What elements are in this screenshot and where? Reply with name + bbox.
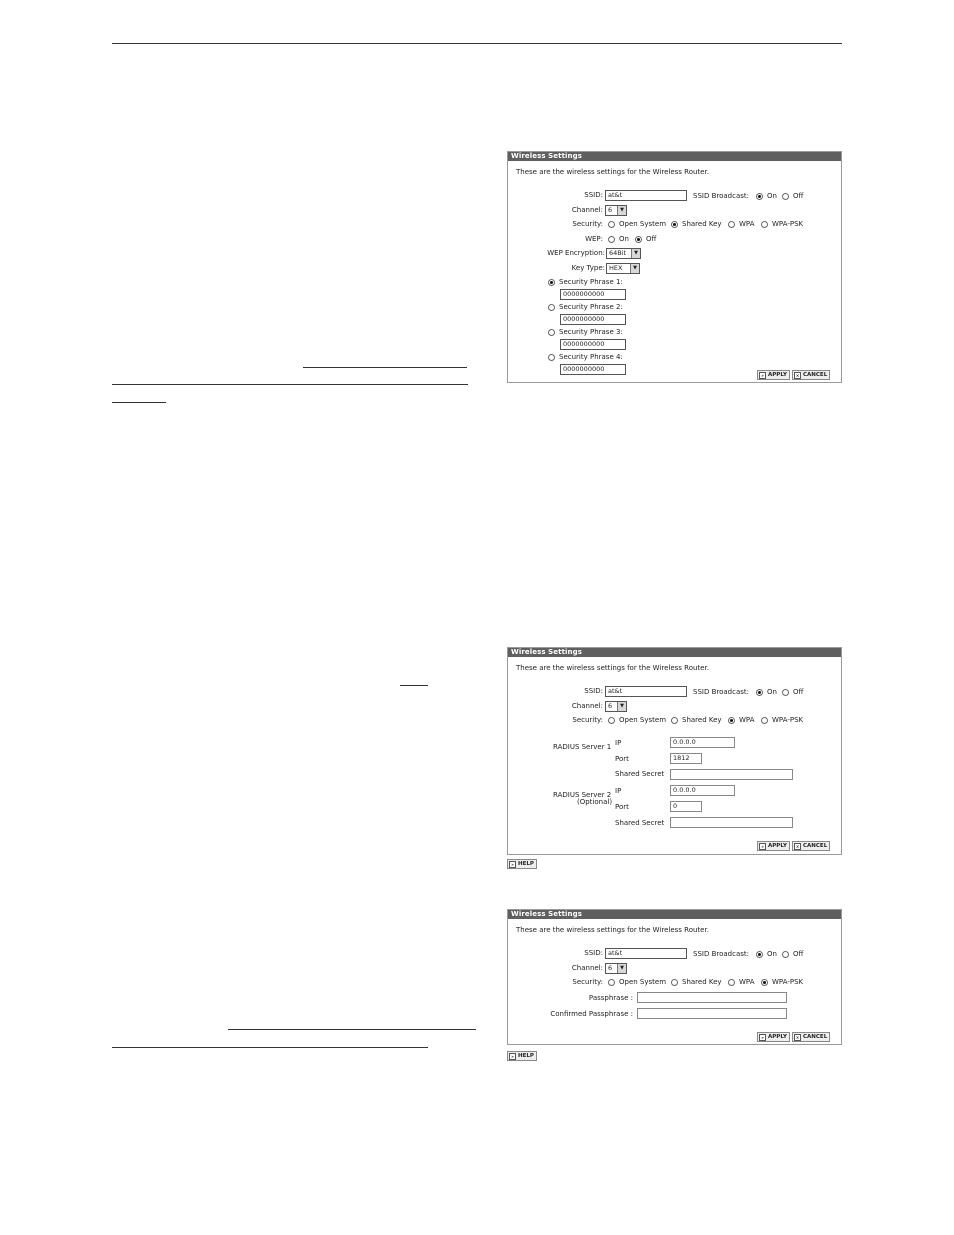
help-button[interactable] bbox=[507, 1051, 537, 1061]
radius-server-2-optional: (Optional) bbox=[577, 798, 613, 806]
security-phrase-3-radio[interactable] bbox=[548, 329, 555, 336]
security-wpapsk-label: WPA-PSK bbox=[772, 978, 804, 986]
security-open-radio[interactable] bbox=[608, 221, 615, 228]
security-phrase-1-radio[interactable] bbox=[548, 279, 555, 286]
wireless-settings-panel-wep bbox=[507, 151, 842, 383]
radius-2-port-label: Port bbox=[615, 803, 629, 811]
broadcast-off-radio[interactable] bbox=[782, 951, 789, 958]
ssid-label: SSID: bbox=[584, 687, 603, 695]
broadcast-off-label: Off bbox=[793, 950, 804, 958]
security-label: Security: bbox=[572, 978, 603, 986]
cancel-button-label: CANCEL bbox=[803, 843, 828, 849]
passphrase-label: Passphrase : bbox=[588, 994, 633, 1002]
radius-2-ip-label: IP bbox=[615, 787, 622, 795]
apply-button[interactable] bbox=[757, 370, 790, 380]
wep-label: WEP: bbox=[585, 235, 603, 243]
security-shared-radio[interactable] bbox=[671, 979, 678, 986]
wep-off-label: Off bbox=[646, 235, 657, 243]
security-wpa-label: WPA bbox=[739, 220, 755, 228]
channel-label: Channel: bbox=[571, 964, 603, 972]
security-phrase-3-label: Security Phrase 3: bbox=[559, 328, 623, 336]
security-shared-label: Shared Key bbox=[682, 220, 722, 228]
security-shared-label: Shared Key bbox=[682, 978, 722, 986]
confirmed-passphrase-input[interactable] bbox=[637, 1008, 787, 1019]
panel-intro: These are the wireless settings for the Wireless Router. bbox=[516, 168, 709, 176]
cancel-button[interactable] bbox=[792, 841, 830, 851]
panel-title: Wireless Settings bbox=[508, 648, 841, 657]
security-wpa-radio[interactable] bbox=[728, 979, 735, 986]
key-type-label: Key Type: bbox=[571, 264, 605, 272]
passphrase-input[interactable] bbox=[637, 992, 787, 1003]
ssid-broadcast-label: SSID Broadcast: bbox=[693, 950, 749, 958]
security-wpa-label: WPA bbox=[739, 716, 755, 724]
radius-1-secret-input[interactable] bbox=[670, 769, 793, 780]
security-wpa-radio[interactable] bbox=[728, 717, 735, 724]
security-phrase-4-input[interactable]: 0000000000 bbox=[560, 364, 626, 375]
security-wpapsk-label: WPA-PSK bbox=[772, 220, 804, 228]
panel-intro: These are the wireless settings for the Wireless Router. bbox=[516, 664, 709, 672]
wireless-settings-panel-wpapsk bbox=[507, 909, 842, 1045]
apply-icon: » bbox=[759, 372, 766, 379]
cancel-button[interactable] bbox=[792, 1032, 830, 1042]
security-label: Security: bbox=[572, 716, 603, 724]
apply-button[interactable] bbox=[757, 841, 790, 851]
channel-select-value: 6 bbox=[608, 702, 613, 710]
confirmed-passphrase-label: Confirmed Passphrase : bbox=[550, 1010, 633, 1018]
channel-select-value: 6 bbox=[608, 206, 613, 214]
broadcast-on-radio[interactable] bbox=[756, 689, 763, 696]
radius-1-secret-label: Shared Secret bbox=[615, 770, 665, 778]
radius-2-secret-label: Shared Secret bbox=[615, 819, 665, 827]
security-open-label: Open System bbox=[619, 220, 667, 228]
text-underline bbox=[112, 1047, 428, 1048]
panel-title: Wireless Settings bbox=[508, 910, 841, 919]
help-icon: » bbox=[509, 1053, 516, 1060]
broadcast-on-label: On bbox=[767, 688, 777, 696]
radius-1-port-label: Port bbox=[615, 755, 629, 763]
key-type-value: HEX bbox=[609, 264, 623, 272]
security-phrase-1-label: Security Phrase 1: bbox=[559, 278, 623, 286]
radius-1-ip-input[interactable]: 0.0.0.0 bbox=[670, 737, 735, 748]
help-button[interactable] bbox=[507, 859, 537, 869]
page-header-rule bbox=[112, 43, 842, 44]
radius-2-secret-input[interactable] bbox=[670, 817, 793, 828]
apply-icon: » bbox=[759, 843, 766, 850]
apply-button-label: APPLY bbox=[768, 1034, 787, 1040]
security-phrase-2-input[interactable]: 0000000000 bbox=[560, 314, 626, 325]
wep-encryption-select[interactable] bbox=[606, 248, 641, 259]
ssid-input[interactable]: at&t bbox=[605, 686, 687, 697]
security-phrase-3-input[interactable]: 0000000000 bbox=[560, 339, 626, 350]
key-type-select[interactable] bbox=[606, 263, 640, 274]
security-wpapsk-radio[interactable] bbox=[761, 717, 768, 724]
radius-1-port-input[interactable]: 1812 bbox=[670, 753, 702, 764]
cancel-button-label: CANCEL bbox=[803, 1034, 828, 1040]
channel-select[interactable] bbox=[605, 701, 627, 712]
broadcast-on-label: On bbox=[767, 192, 777, 200]
ssid-broadcast-label: SSID Broadcast: bbox=[693, 688, 749, 696]
security-wpapsk-radio[interactable] bbox=[761, 979, 768, 986]
channel-select[interactable] bbox=[605, 205, 627, 216]
radius-1-ip-label: IP bbox=[615, 739, 622, 747]
channel-select[interactable] bbox=[605, 963, 627, 974]
close-icon: × bbox=[795, 844, 800, 849]
security-phrase-1-input[interactable]: 0000000000 bbox=[560, 289, 626, 300]
wep-on-label: On bbox=[619, 235, 629, 243]
security-shared-radio[interactable] bbox=[671, 221, 678, 228]
help-icon: » bbox=[509, 861, 516, 868]
security-label: Security: bbox=[572, 220, 603, 228]
ssid-label: SSID: bbox=[584, 949, 603, 957]
security-wpa-radio[interactable] bbox=[728, 221, 735, 228]
chevron-down-icon: ▼ bbox=[617, 964, 626, 973]
broadcast-on-radio[interactable] bbox=[756, 951, 763, 958]
channel-label: Channel: bbox=[571, 206, 603, 214]
wep-encryption-label: WEP Encryption: bbox=[547, 249, 605, 257]
radius-2-port-input[interactable]: 0 bbox=[670, 801, 702, 812]
broadcast-off-label: Off bbox=[793, 192, 804, 200]
security-phrase-2-radio[interactable] bbox=[548, 304, 555, 311]
broadcast-off-radio[interactable] bbox=[782, 689, 789, 696]
security-phrase-4-radio[interactable] bbox=[548, 354, 555, 361]
ssid-label: SSID: bbox=[584, 191, 603, 199]
apply-button[interactable] bbox=[757, 1032, 790, 1042]
radius-server-1-label: RADIUS Server 1 bbox=[553, 743, 612, 751]
cancel-button-label: CANCEL bbox=[803, 372, 828, 378]
apply-icon: » bbox=[759, 1034, 766, 1041]
security-phrase-2-label: Security Phrase 2: bbox=[559, 303, 623, 311]
wep-encryption-value: 64Bit bbox=[609, 249, 627, 257]
broadcast-off-label: Off bbox=[793, 688, 804, 696]
ssid-input[interactable]: at&t bbox=[605, 948, 687, 959]
text-underline bbox=[112, 384, 468, 385]
panel-title: Wireless Settings bbox=[508, 152, 841, 161]
security-wpapsk-radio[interactable] bbox=[761, 221, 768, 228]
security-open-label: Open System bbox=[619, 716, 667, 724]
help-button-label: HELP bbox=[518, 861, 534, 867]
channel-select-value: 6 bbox=[608, 964, 613, 972]
text-underline bbox=[303, 367, 467, 368]
apply-button-label: APPLY bbox=[768, 372, 787, 378]
chevron-down-icon: ▼ bbox=[631, 249, 640, 258]
security-open-radio[interactable] bbox=[608, 717, 615, 724]
security-wpapsk-label: WPA-PSK bbox=[772, 716, 804, 724]
wireless-settings-panel-wpa bbox=[507, 647, 842, 855]
security-phrase-4-label: Security Phrase 4: bbox=[559, 353, 623, 361]
help-button-label: HELP bbox=[518, 1053, 534, 1059]
security-open-radio[interactable] bbox=[608, 979, 615, 986]
chevron-down-icon: ▼ bbox=[617, 702, 626, 711]
close-icon: × bbox=[795, 1035, 800, 1040]
apply-button-label: APPLY bbox=[768, 843, 787, 849]
radius-2-ip-input[interactable]: 0.0.0.0 bbox=[670, 785, 735, 796]
cancel-button[interactable] bbox=[792, 370, 830, 380]
broadcast-on-radio[interactable] bbox=[756, 193, 763, 200]
wep-off-radio[interactable] bbox=[635, 236, 642, 243]
text-underline bbox=[228, 1029, 476, 1030]
channel-label: Channel: bbox=[571, 702, 603, 710]
broadcast-off-radio[interactable] bbox=[782, 193, 789, 200]
ssid-broadcast-label: SSID Broadcast: bbox=[693, 192, 749, 200]
close-icon: × bbox=[795, 373, 800, 378]
text-underline bbox=[400, 685, 428, 686]
security-open-label: Open System bbox=[619, 978, 667, 986]
radius-server-2-label: RADIUS Server 2 bbox=[553, 791, 612, 799]
broadcast-on-label: On bbox=[767, 950, 777, 958]
panel-intro: These are the wireless settings for the Wireless Router. bbox=[516, 926, 709, 934]
security-shared-radio[interactable] bbox=[671, 717, 678, 724]
ssid-input[interactable]: at&t bbox=[605, 190, 687, 201]
security-wpa-label: WPA bbox=[739, 978, 755, 986]
security-shared-label: Shared Key bbox=[682, 716, 722, 724]
wep-on-radio[interactable] bbox=[608, 236, 615, 243]
chevron-down-icon: ▼ bbox=[630, 264, 639, 273]
chevron-down-icon: ▼ bbox=[617, 206, 626, 215]
text-underline bbox=[112, 402, 166, 403]
